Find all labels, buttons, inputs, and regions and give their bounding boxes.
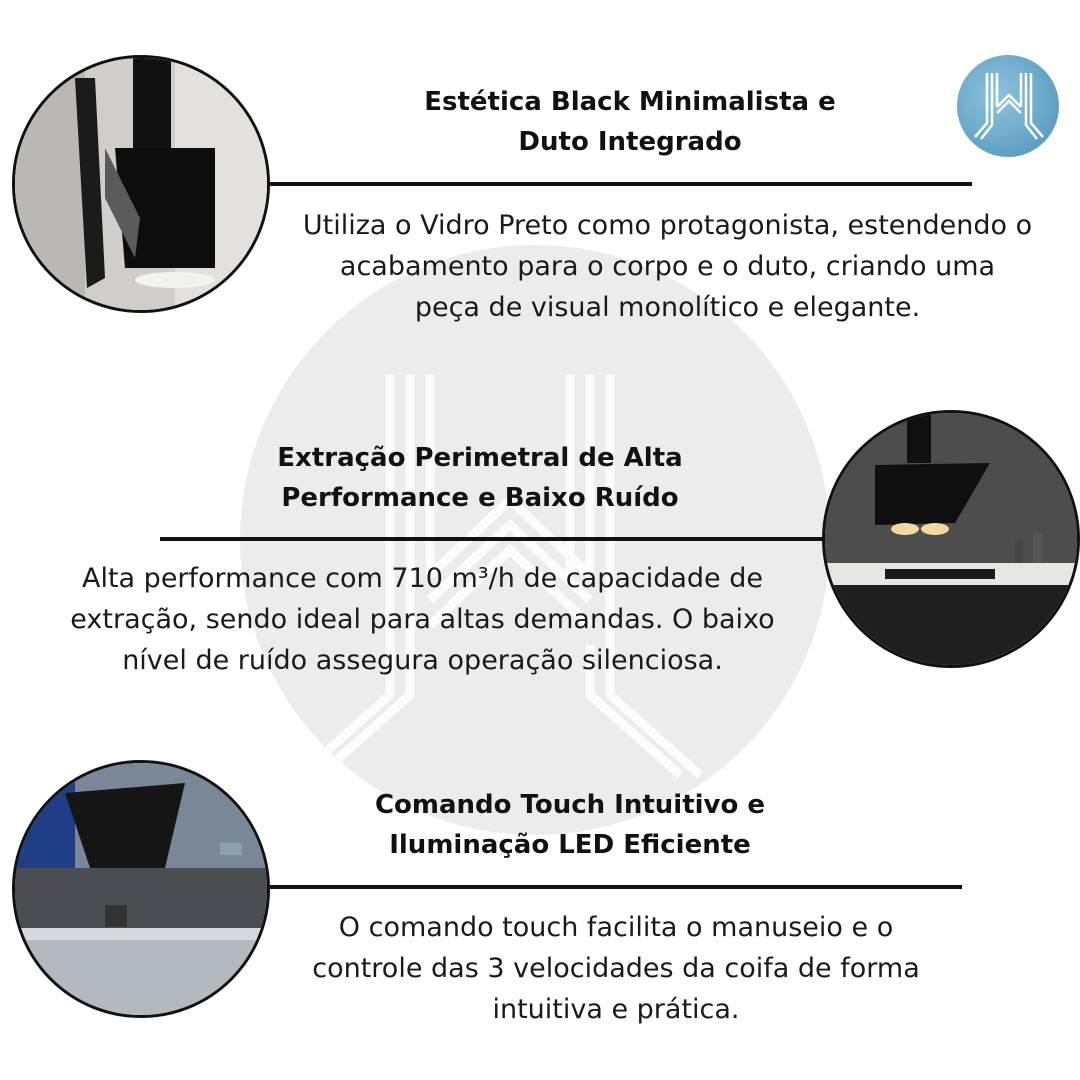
feature-1-description-line3: peça de visual monolítico e elegante. (414, 292, 921, 323)
feature-3-title-line2: Iluminação LED Eficiente (389, 830, 751, 860)
feature-2-description-line2: extração, sendo ideal para altas demandas. O baixo (70, 604, 775, 635)
feature-2-title (220, 438, 740, 518)
feature-2-description (10, 558, 835, 681)
feature-3-description-line3: intuitiva e prática. (492, 994, 740, 1025)
range-hood-photo-1 (12, 55, 270, 313)
feature-2-description-line1: Alta performance com 710 m³/h de capacidade de (82, 563, 763, 594)
feature-3-title (310, 785, 830, 865)
feature-1-title (370, 82, 890, 162)
brand-k-logo-icon (957, 55, 1059, 157)
feature-1-title-line2: Duto Integrado (518, 127, 742, 157)
range-hood-photo-2 (822, 410, 1080, 668)
feature-1-divider (270, 182, 972, 186)
feature-1-title-line1: Estética Black Minimalista e (424, 87, 836, 117)
feature-3-description (260, 907, 972, 1030)
feature-2-divider (160, 537, 825, 541)
feature-2-title-line1: Extração Perimetral de Alta (277, 443, 683, 473)
feature-2-description-line3: nível de ruído assegura operação silenciosa. (122, 645, 723, 676)
feature-3-divider (270, 885, 962, 889)
feature-1-description (270, 205, 1065, 328)
range-hood-photo-3 (12, 760, 270, 1018)
feature-1-description-line2: acabamento para o corpo e o duto, criando uma (339, 251, 996, 282)
feature-2-title-line2: Performance e Baixo Ruído (281, 483, 679, 513)
feature-3-title-line1: Comando Touch Intuitivo e (374, 790, 766, 820)
feature-1-description-line1: Utiliza o Vidro Preto como protagonista, estendendo o (302, 210, 1033, 241)
feature-3-description-line1: O comando touch facilita o manuseio e o (338, 912, 894, 943)
feature-3-description-line2: controle das 3 velocidades da coifa de forma (312, 953, 920, 984)
